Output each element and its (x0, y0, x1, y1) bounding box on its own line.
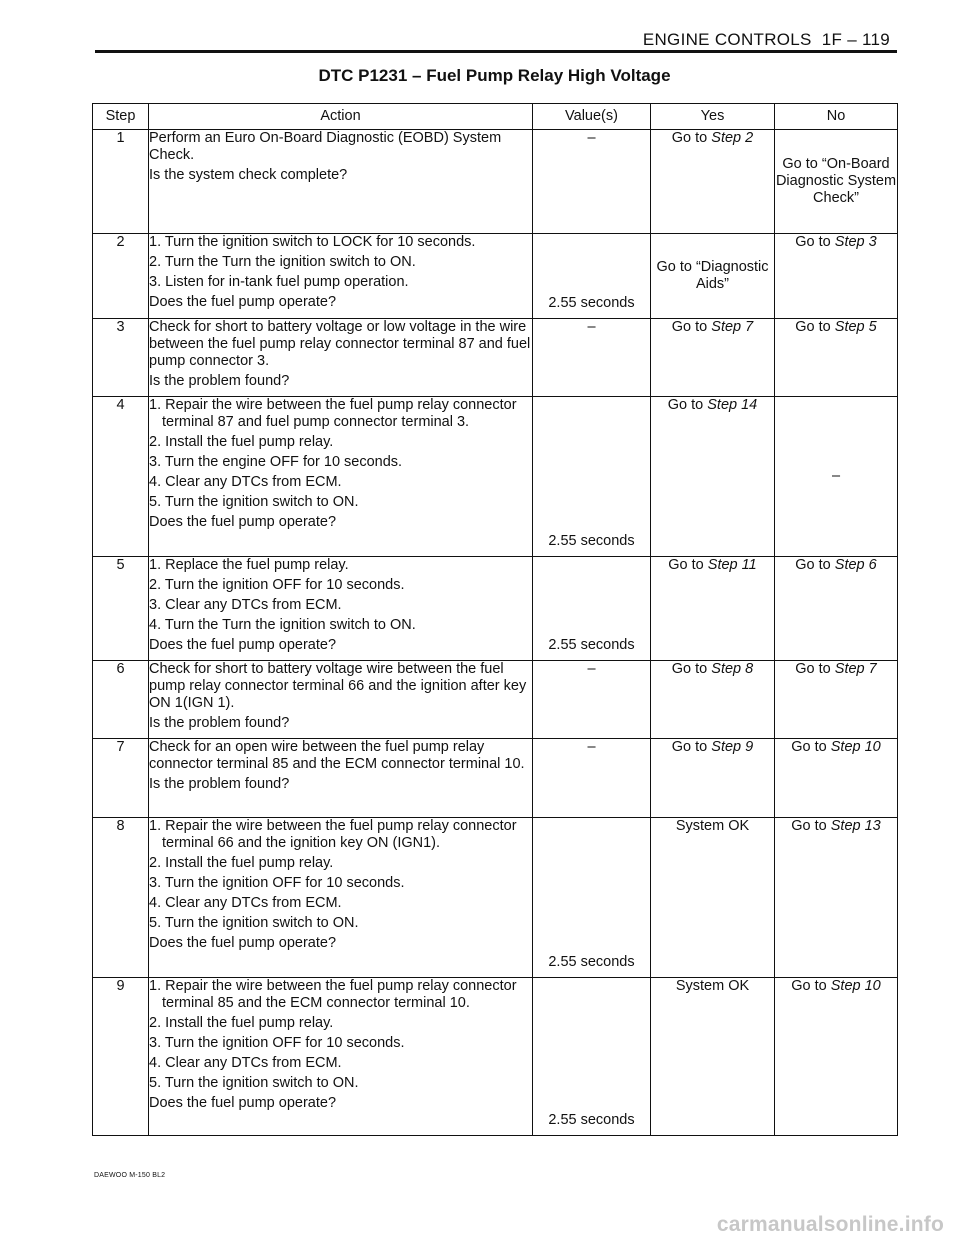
diagnostic-table (92, 103, 898, 1136)
table-row (93, 397, 898, 557)
no-step-reference: Step 5 (834, 319, 877, 335)
action-line: Is the system check complete? (149, 167, 348, 183)
yes-result-text: Go to (668, 557, 708, 573)
action-cell (149, 557, 533, 661)
action-cell (149, 818, 533, 978)
no-result-text: Go to (791, 739, 831, 755)
no-result-cell (775, 397, 898, 557)
action-line: 4. Turn the Turn the ignition switch to ON. (149, 617, 416, 633)
yes-result-text: System OK (675, 978, 750, 994)
table-header-row (93, 104, 898, 130)
column-header-step: Step (93, 104, 149, 130)
no-result-text: Go to (795, 319, 835, 335)
yes-result-cell (651, 557, 775, 661)
page-header: ENGINE CONTROLS 1F – 119 (642, 30, 890, 49)
yes-result-text: Go to (671, 661, 712, 677)
table-row (93, 661, 898, 739)
action-line: 2. Install the fuel pump relay. (149, 434, 334, 450)
no-step-reference: Step 7 (834, 661, 877, 677)
action-line: 5. Turn the ignition switch to ON. (149, 494, 359, 510)
action-line: 2. Install the fuel pump relay. (149, 1015, 334, 1031)
action-cell (149, 661, 533, 739)
header-rule (95, 50, 897, 53)
no-result-text: Go to (795, 234, 835, 250)
no-result-cell (775, 234, 898, 319)
action-line: 2. Turn the ignition OFF for 10 seconds. (149, 577, 405, 593)
value-cell: 2.55 seconds (533, 397, 651, 557)
value-cell: 2.55 seconds (533, 557, 651, 661)
yes-result-text: Go to (667, 397, 708, 413)
table-body (93, 130, 898, 1136)
action-line: 5. Turn the ignition switch to ON. (149, 915, 359, 931)
action-line: 1. Turn the ignition switch to LOCK for 10 seconds. (149, 234, 476, 250)
yes-result-text: Go to (671, 130, 712, 146)
step-number: 6 (93, 661, 149, 739)
yes-result-cell (651, 397, 775, 557)
no-result-cell (775, 557, 898, 661)
action-line: 3. Turn the engine OFF for 10 seconds. (149, 454, 403, 470)
action-line: 3. Turn the ignition OFF for 10 seconds. (149, 875, 405, 891)
no-result-cell (775, 661, 898, 739)
action-line: Check for short to battery voltage or low voltage in the wire between the fuel pump relay connector terminal 87 and fuel pump connector 3. (149, 319, 531, 369)
action-line: Does the fuel pump operate? (149, 637, 337, 653)
no-step-reference: Step 10 (830, 739, 881, 755)
action-line: 4. Clear any DTCs from ECM. (149, 895, 342, 911)
no-step-reference: Step 6 (834, 557, 877, 573)
action-cell (149, 130, 533, 234)
step-number: 7 (93, 739, 149, 818)
column-header-values: Value(s) (533, 104, 651, 130)
action-line: 1. Repair the wire between the fuel pump relay connector terminal 85 and the ECM connector terminal 10. (149, 978, 517, 1011)
step-number: 9 (93, 978, 149, 1136)
action-line: 3. Listen for in-tank fuel pump operation. (149, 274, 409, 290)
step-number: 2 (93, 234, 149, 319)
value-cell: – (533, 739, 651, 818)
yes-result-cell (651, 818, 775, 978)
action-line: Is the problem found? (149, 373, 290, 389)
action-line: 4. Clear any DTCs from ECM. (149, 474, 342, 490)
value-cell: 2.55 seconds (533, 818, 651, 978)
action-line: 4. Clear any DTCs from ECM. (149, 1055, 342, 1071)
action-line: 1. Replace the fuel pump relay. (149, 557, 349, 573)
yes-result-cell (651, 978, 775, 1136)
action-line: Check for an open wire between the fuel pump relay connector terminal 85 and the ECM connector terminal 10. (149, 739, 525, 772)
no-result-text: Go to (795, 661, 835, 677)
value-cell: 2.55 seconds (533, 978, 651, 1136)
action-cell (149, 234, 533, 319)
table-row (93, 319, 898, 397)
no-result-cell (775, 818, 898, 978)
step-number: 5 (93, 557, 149, 661)
yes-result-text: Go to “Diagnostic Aids” (656, 259, 769, 292)
footer-model: DAEWOO M-150 BL2 (94, 1172, 166, 1179)
yes-result-cell (651, 319, 775, 397)
step-number: 1 (93, 130, 149, 234)
action-cell (149, 739, 533, 818)
page-title: DTC P1231 – Fuel Pump Relay High Voltage (318, 66, 671, 85)
no-step-reference: Step 3 (834, 234, 877, 250)
no-result-text: Go to (795, 557, 835, 573)
action-line: 3. Clear any DTCs from ECM. (149, 597, 342, 613)
table-row (93, 130, 898, 234)
action-line: 2. Turn the Turn the ignition switch to ON. (149, 254, 416, 270)
table-row (93, 234, 898, 319)
yes-step-reference: Step 8 (711, 661, 754, 677)
value-cell: – (533, 661, 651, 739)
action-cell (149, 397, 533, 557)
watermark: carmanualsonline.info (716, 1213, 944, 1236)
action-line: Does the fuel pump operate? (149, 514, 337, 530)
value-cell: – (533, 319, 651, 397)
yes-step-reference: Step 2 (711, 130, 754, 146)
action-line: Is the problem found? (149, 715, 290, 731)
column-header-no: No (775, 104, 898, 130)
yes-step-reference: Step 7 (711, 319, 754, 335)
no-result-text: – (831, 468, 841, 484)
table-row (93, 818, 898, 978)
yes-result-cell (651, 130, 775, 234)
action-line: 1. Repair the wire between the fuel pump relay connector terminal 66 and the ignition key ON (IGN1). (149, 818, 517, 851)
action-line: Does the fuel pump operate? (149, 294, 337, 310)
table-row (93, 739, 898, 818)
no-result-cell (775, 319, 898, 397)
step-number: 8 (93, 818, 149, 978)
yes-result-cell (651, 739, 775, 818)
yes-result-text: Go to (671, 319, 712, 335)
action-cell (149, 978, 533, 1136)
yes-result-text: System OK (675, 818, 750, 834)
yes-step-reference: Step 14 (707, 397, 758, 413)
yes-step-reference: Step 11 (707, 557, 757, 573)
action-line: Perform an Euro On-Board Diagnostic (EOBD) System Check. (149, 130, 502, 163)
action-line: Does the fuel pump operate? (149, 1095, 337, 1111)
value-cell: – (533, 130, 651, 234)
no-result-text: Go to (791, 978, 831, 994)
action-line: 3. Turn the ignition OFF for 10 seconds. (149, 1035, 405, 1051)
action-cell (149, 319, 533, 397)
no-step-reference: Step 13 (830, 818, 881, 834)
table-row (93, 557, 898, 661)
step-number: 3 (93, 319, 149, 397)
column-header-yes: Yes (651, 104, 775, 130)
no-step-reference: Step 10 (830, 978, 881, 994)
no-result-cell (775, 130, 898, 234)
yes-result-text: Go to (671, 739, 712, 755)
no-result-text: Go to (791, 818, 831, 834)
table-row (93, 978, 898, 1136)
action-line: Is the problem found? (149, 776, 290, 792)
value-cell: 2.55 seconds (533, 234, 651, 319)
no-result-cell (775, 978, 898, 1136)
yes-result-cell (651, 234, 775, 319)
yes-result-cell (651, 661, 775, 739)
action-line: Check for short to battery voltage wire between the fuel pump relay connector terminal 66 and the ignition after key ON 1(IGN 1). (149, 661, 527, 711)
column-header-action: Action (149, 104, 533, 130)
action-line: 2. Install the fuel pump relay. (149, 855, 334, 871)
yes-step-reference: Step 9 (711, 739, 754, 755)
action-line: Does the fuel pump operate? (149, 935, 337, 951)
action-line: 1. Repair the wire between the fuel pump relay connector terminal 87 and fuel pump connector terminal 3. (149, 397, 517, 430)
no-result-text: Go to “On-Board Diagnostic System Check” (775, 156, 897, 206)
action-line: 5. Turn the ignition switch to ON. (149, 1075, 359, 1091)
step-number: 4 (93, 397, 149, 557)
no-result-cell (775, 739, 898, 818)
